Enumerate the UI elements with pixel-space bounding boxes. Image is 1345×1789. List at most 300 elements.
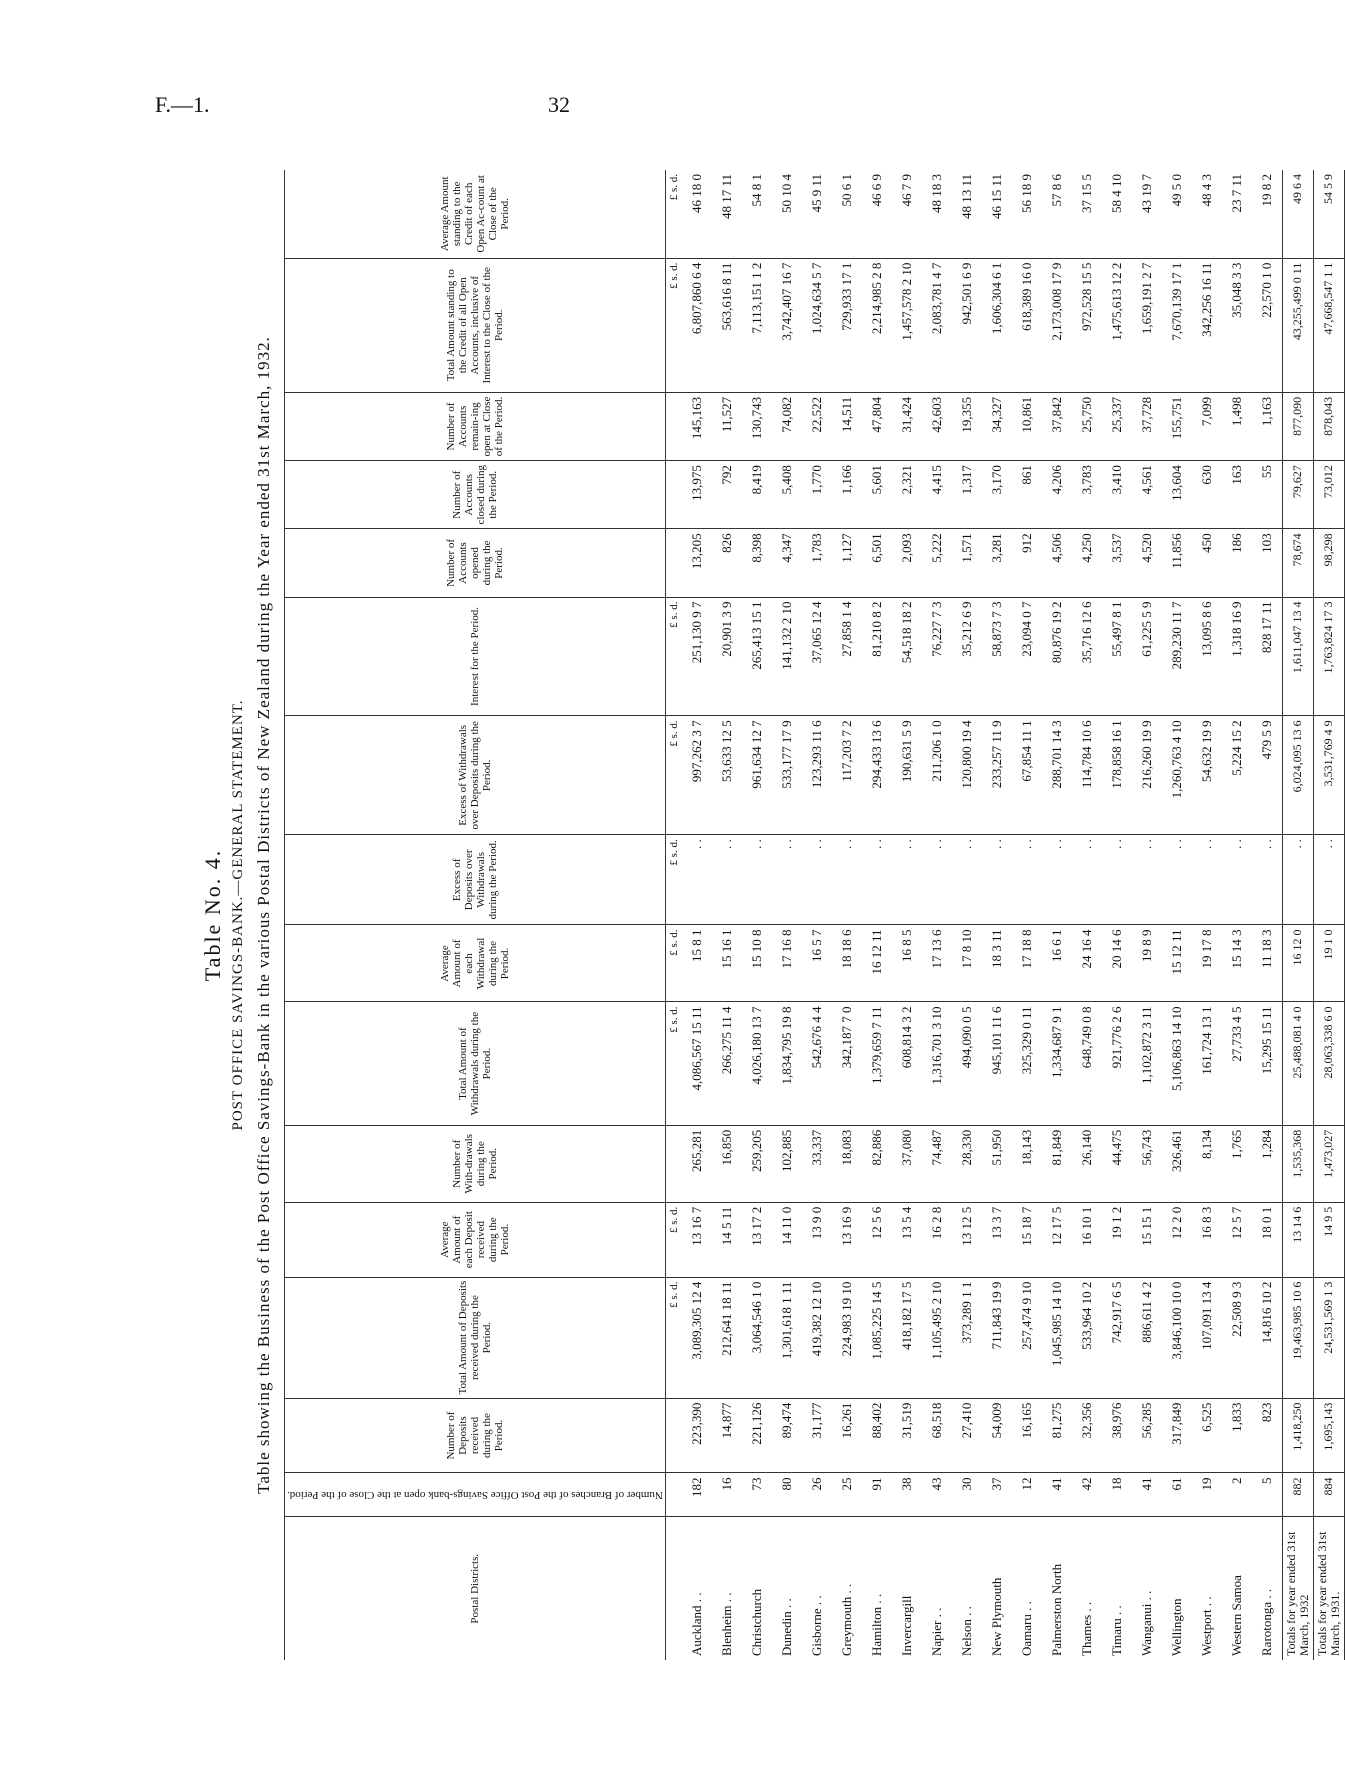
value-cell: 141,132 2 10 [772,597,802,716]
value-cell: 342,187 7 0 [832,1002,862,1125]
unit-cell: £ s. d. [665,925,682,1002]
column-header: Average Amount of each Withdrawal during the Period. [285,925,666,1002]
unit-cell [665,1473,682,1517]
value-cell: 212,641 18 11 [712,1277,742,1398]
value-cell: 16 8 5 [892,925,922,1002]
value-cell: 44,475 [1102,1125,1132,1202]
unit-cell: £ s. d. [665,1202,682,1277]
value-cell: 3,846,100 10 0 [1162,1277,1192,1398]
value-cell: . . [1282,835,1313,925]
value-cell: 37,080 [892,1125,922,1202]
value-cell: 42 [1072,1473,1102,1517]
value-cell: 2,173,008 17 9 [1042,258,1072,392]
unit-cell [665,529,682,597]
unit-cell: £ s. d. [667,174,680,201]
value-cell: 145,163 [682,392,712,460]
page-number: 32 [548,92,570,117]
value-cell: . . [982,835,1012,925]
value-cell: 61 [1162,1473,1192,1517]
value-cell: 161,724 13 1 [1192,1002,1222,1125]
value-cell: . . [1313,835,1344,925]
totals-row [1313,170,1344,1660]
value-cell: 6,807,860 6 4 [682,258,712,392]
value-cell: . . [1162,835,1192,925]
value-cell: 74,082 [772,392,802,460]
value-cell: 6,501 [862,529,892,597]
value-cell: 37,065 12 4 [802,597,832,716]
value-cell: 35,048 3 3 [1222,258,1252,392]
value-cell: 7,670,139 17 1 [1162,258,1192,392]
value-cell: 294,433 13 6 [862,716,892,835]
table-row [922,170,952,1660]
value-cell: 25,337 [1102,392,1132,460]
value-cell: 38 [892,1473,922,1517]
value-cell: 54 5 9 [1313,170,1344,258]
value-cell: 22,522 [802,392,832,460]
value-cell: 13 12 5 [952,1202,982,1277]
value-cell: 18 0 1 [1252,1202,1283,1277]
value-cell: 7,099 [1192,392,1222,460]
district-cell: Gisborne . . [802,1517,832,1660]
value-cell: 4,086,567 15 11 [682,1002,712,1125]
value-cell: 37 [982,1473,1012,1517]
value-cell: 216,260 19 9 [1132,716,1162,835]
value-cell: . . [802,835,832,925]
value-cell: 58 4 10 [1108,174,1124,213]
value-cell: 1,301,618 1 11 [772,1277,802,1398]
value-cell: 792 [712,461,742,529]
value-cell: 266,275 11 4 [712,1002,742,1125]
value-cell: 4,347 [772,529,802,597]
value-cell: 2,321 [892,461,922,529]
value-cell: . . [1252,835,1283,925]
value-cell: 54 8 1 [748,174,764,207]
district-cell: Auckland . . [682,1517,712,1660]
value-cell: 3,281 [982,529,1012,597]
value-cell: 17 13 6 [922,925,952,1002]
value-cell: 24,531,569 1 3 [1313,1277,1344,1398]
value-cell: 107,091 13 4 [1192,1277,1222,1398]
value-cell: 45 9 11 [808,174,824,213]
value-cell: 18,083 [832,1125,862,1202]
value-cell: 877,090 [1282,392,1313,460]
value-cell: 14,511 [832,392,862,460]
district-cell: Totals for year ended 31st March, 1932 [1282,1517,1313,1660]
table-subtitle: POST OFFICE SAVINGS-BANK.—GENERAL STATEMENT. [230,699,246,1131]
value-cell: 43 [922,1473,952,1517]
value-cell: 178,858 16 1 [1102,716,1132,835]
value-cell: 5,601 [862,461,892,529]
table-row [1042,170,1072,1660]
district-cell: Palmerston North [1042,1517,1072,1660]
value-cell: 17 16 8 [772,925,802,1002]
district-cell: Christchurch [742,1517,772,1660]
unit-row [665,170,682,1660]
value-cell: 55 [1252,461,1283,529]
value-cell: 30 [952,1473,982,1517]
value-cell: 61,225 5 9 [1132,597,1162,716]
value-cell: 317,849 [1162,1398,1192,1473]
value-cell: 828 17 11 [1252,597,1283,716]
value-cell: 1,659,191 2 7 [1132,258,1162,392]
district-cell: Thames . . [1072,1517,1102,1660]
value-cell: 88,402 [862,1398,892,1473]
table-number: Table No. 4. [200,848,225,982]
table-row [832,170,862,1660]
table-row [1222,170,1252,1660]
column-header: Number of Accounts opened during the Period. [285,529,666,597]
value-cell: . . [832,835,862,925]
value-cell: 46 18 0 [688,174,704,213]
value-cell: 57 8 6 [1048,174,1064,207]
value-cell: 494,090 0 5 [952,1002,982,1125]
value-cell: 861 [1012,461,1042,529]
value-cell: 3,089,305 12 4 [682,1277,712,1398]
value-cell: 28,063,338 6 0 [1313,1002,1344,1125]
table-row [1192,170,1222,1660]
district-cell: Totals for year ended 31st March, 1931. [1313,1517,1344,1660]
value-cell: . . [712,835,742,925]
value-cell: 4,026,180 13 7 [742,1002,772,1125]
value-cell: 711,843 19 9 [982,1277,1012,1398]
value-cell: 259,205 [742,1125,772,1202]
value-cell: 16 12 0 [1282,925,1313,1002]
value-cell: 5 [1252,1473,1283,1517]
value-cell: 102,885 [772,1125,802,1202]
value-cell: 27,733 4 5 [1222,1002,1252,1125]
value-cell: 82,886 [862,1125,892,1202]
value-cell: 91 [862,1473,892,1517]
value-cell: 630 [1192,461,1222,529]
value-cell: 10,861 [1012,392,1042,460]
value-cell: 972,528 15 5 [1072,258,1102,392]
value-cell: 19,355 [952,392,982,460]
value-cell: 54,009 [982,1398,1012,1473]
value-cell: 224,983 19 10 [832,1277,862,1398]
value-cell: 6,525 [1192,1398,1222,1473]
value-cell: . . [892,835,922,925]
value-cell: 48 13 11 [958,174,974,220]
column-header: Number of Accounts remain-ing open at Close of the Period. [285,392,666,460]
titles [200,170,284,1660]
value-cell: 221,126 [742,1398,772,1473]
value-cell: . . [1132,835,1162,925]
value-cell: 1,475,613 12 2 [1102,258,1132,392]
value-cell: 35,716 12 6 [1072,597,1102,716]
value-cell: 6,024,095 13 6 [1282,716,1313,835]
value-cell: 54,632 19 9 [1192,716,1222,835]
district-cell: Nelson . . [952,1517,982,1660]
table-row [982,170,1012,1660]
value-cell: 53,633 12 5 [712,716,742,835]
value-cell: 19 1 2 [1102,1202,1132,1277]
value-cell: 7,113,151 1 2 [742,258,772,392]
value-cell: 326,461 [1162,1125,1192,1202]
value-cell: 74,487 [922,1125,952,1202]
value-cell: 1,498 [1222,392,1252,460]
value-cell: 13 9 0 [802,1202,832,1277]
value-cell: 450 [1192,529,1222,597]
value-cell: 886,611 4 2 [1132,1277,1162,1398]
value-cell: 11,856 [1162,529,1192,597]
value-cell: 1,833 [1222,1398,1252,1473]
value-cell: 89,474 [772,1398,802,1473]
value-cell: 618,389 16 0 [1012,258,1042,392]
value-cell: 1,024,634 5 7 [802,258,832,392]
value-cell: 33,337 [802,1125,832,1202]
value-cell: 742,917 6 5 [1102,1277,1132,1398]
value-cell: 190,631 5 9 [892,716,922,835]
value-cell: 24 16 4 [1072,925,1102,1002]
value-cell: 186 [1222,529,1252,597]
value-cell: 50 6 1 [838,174,854,207]
value-cell: 43 19 7 [1138,174,1154,213]
totals-row [1282,170,1313,1660]
unit-cell: £ s. d. [665,1277,682,1398]
value-cell: 41 [1042,1473,1072,1517]
value-cell: 13 17 2 [742,1202,772,1277]
value-cell: 78,674 [1282,529,1313,597]
value-cell: 35,212 6 9 [952,597,982,716]
table-row [802,170,832,1660]
value-cell: 542,676 4 4 [802,1002,832,1125]
value-cell: 4,520 [1132,529,1162,597]
value-cell: 13 16 7 [682,1202,712,1277]
value-cell: 16 12 11 [862,925,892,1002]
value-cell: 42,603 [922,392,952,460]
value-cell: 17 8 10 [952,925,982,1002]
table-row [772,170,802,1660]
district-cell: Wellington [1162,1517,1192,1660]
value-cell: 2 [1222,1473,1252,1517]
unit-cell [665,392,682,460]
value-cell: 38,976 [1102,1398,1132,1473]
value-cell: 31,424 [892,392,922,460]
value-cell: 155,751 [1162,392,1192,460]
unit-cell: £ s. d. [665,597,682,716]
column-header: Total Amount of Withdrawals during the Period. [285,1002,666,1125]
value-cell: 55,497 8 1 [1102,597,1132,716]
value-cell: 223,390 [682,1398,712,1473]
district-cell: Oamaru . . [1012,1517,1042,1660]
value-cell: 12 17 5 [1042,1202,1072,1277]
value-cell: 8,134 [1192,1125,1222,1202]
value-cell: 257,474 9 10 [1012,1277,1042,1398]
value-cell: . . [952,835,982,925]
value-cell: 81,275 [1042,1398,1072,1473]
value-cell: 19 8 2 [1258,174,1274,207]
value-cell: 479 5 9 [1252,716,1283,835]
unit-cell [665,1398,682,1473]
value-cell: 1,102,872 3 11 [1132,1002,1162,1125]
value-cell: 15 16 1 [712,925,742,1002]
value-cell: 419,382 12 10 [802,1277,832,1398]
value-cell: 48 17 11 [718,174,734,220]
district-cell: Dunedin . . [772,1517,802,1660]
value-cell: 79,627 [1282,461,1313,529]
value-cell: 19 17 8 [1192,925,1222,1002]
value-cell: . . [772,835,802,925]
value-cell: 4,561 [1132,461,1162,529]
value-cell: 32,356 [1072,1398,1102,1473]
value-cell: 4,415 [922,461,952,529]
value-cell: 11,527 [712,392,742,460]
value-cell: 1,418,250 [1282,1398,1313,1473]
table-row [862,170,892,1660]
rotated-table-block [200,170,1342,1660]
value-cell: 13 3 7 [982,1202,1012,1277]
unit-cell [665,1517,682,1660]
value-cell: 251,130 9 7 [682,597,712,716]
value-cell: 19 8 9 [1132,925,1162,1002]
value-cell: 163 [1222,461,1252,529]
table-row [892,170,922,1660]
value-cell: 14,877 [712,1398,742,1473]
value-cell: 3,783 [1072,461,1102,529]
district-cell: Napier . . [922,1517,952,1660]
value-cell: 3,531,769 4 9 [1313,716,1344,835]
district-cell: Greymouth . . [832,1517,862,1660]
value-cell: 233,257 11 9 [982,716,1012,835]
value-cell: 28,330 [952,1125,982,1202]
value-cell: 1,457,578 2 10 [892,258,922,392]
value-cell: 3,170 [982,461,1012,529]
value-cell: 418,182 17 5 [892,1277,922,1398]
value-cell: 13 5 4 [892,1202,922,1277]
district-cell: Blenheim . . [712,1517,742,1660]
header-row [285,170,666,1660]
value-cell: 37,728 [1132,392,1162,460]
value-cell: 288,701 14 3 [1042,716,1072,835]
value-cell: . . [1192,835,1222,925]
table-row [712,170,742,1660]
value-cell: 1,334,687 9 1 [1042,1002,1072,1125]
district-cell: Timaru . . [1102,1517,1132,1660]
value-cell: 823 [1252,1398,1283,1473]
value-cell: 15 15 1 [1132,1202,1162,1277]
value-cell: 12 2 0 [1162,1202,1192,1277]
value-cell: 4,506 [1042,529,1072,597]
value-cell: 56,285 [1132,1398,1162,1473]
district-cell: Rarotonga . . [1252,1517,1283,1660]
value-cell: 16 6 1 [1042,925,1072,1002]
value-cell: 1,105,495 2 10 [922,1277,952,1398]
value-cell: 563,616 8 11 [712,258,742,392]
value-cell: 37 15 5 [1078,174,1094,213]
column-header: Number of Deposits received during the Period. [285,1398,666,1473]
value-cell: 15 14 3 [1222,925,1252,1002]
value-cell: 8,398 [742,529,772,597]
value-cell: 14 9 5 [1313,1202,1344,1277]
value-cell: 23,094 0 7 [1012,597,1042,716]
value-cell: . . [682,835,712,925]
value-cell: 921,776 2 6 [1102,1002,1132,1125]
value-cell: 48 4 3 [1198,174,1214,207]
value-cell: 15 8 1 [682,925,712,1002]
table-row [1162,170,1192,1660]
value-cell: 13,604 [1162,461,1192,529]
value-cell: 884 [1313,1473,1344,1517]
value-cell: 18 18 6 [832,925,862,1002]
value-cell: . . [862,835,892,925]
value-cell: 4,250 [1072,529,1102,597]
column-header: Total Amount standing to the Credit of all Open Accounts, inclusive of Interest to the Close of the Period. [285,258,666,392]
value-cell: . . [1042,835,1072,925]
value-cell: 19 [1192,1473,1222,1517]
value-cell: 117,203 7 2 [832,716,862,835]
value-cell: 26 [802,1473,832,1517]
value-cell: 41 [1132,1473,1162,1517]
value-cell: 103 [1252,529,1283,597]
value-cell: 49 5 0 [1168,174,1184,207]
value-cell: 8,419 [742,461,772,529]
value-cell: 16 [712,1473,742,1517]
value-cell: 54,518 18 2 [892,597,922,716]
value-cell: 80 [772,1473,802,1517]
value-cell: 46 6 9 [868,174,884,207]
value-cell: 1,783 [802,529,832,597]
value-cell: 3,410 [1102,461,1132,529]
value-cell: 14,816 10 2 [1252,1277,1283,1398]
value-cell: 211,206 1 0 [922,716,952,835]
value-cell: 5,224 15 2 [1222,716,1252,835]
value-cell: 1,473,027 [1313,1125,1344,1202]
value-cell: 2,093 [892,529,922,597]
unit-cell [665,1125,682,1202]
value-cell: 13,205 [682,529,712,597]
value-cell: 56,743 [1132,1125,1162,1202]
value-cell: 1,317 [952,461,982,529]
value-cell: 3,742,407 16 7 [772,258,802,392]
value-cell: 27,858 1 4 [832,597,862,716]
value-cell: 13,975 [682,461,712,529]
value-cell: 123,293 11 6 [802,716,832,835]
value-cell: 16 8 3 [1192,1202,1222,1277]
value-cell: 12 5 7 [1222,1202,1252,1277]
value-cell: 2,214,985 2 8 [862,258,892,392]
value-cell: 648,749 0 8 [1072,1002,1102,1125]
value-cell: 16,165 [1012,1398,1042,1473]
column-header: Postal Districts. [285,1517,666,1660]
value-cell: 5,106,863 14 10 [1162,1002,1192,1125]
district-cell: Wanganui . . [1132,1517,1162,1660]
table-row [1132,170,1162,1660]
value-cell: 1,606,304 6 1 [982,258,1012,392]
value-cell: 5,408 [772,461,802,529]
value-cell: 533,964 10 2 [1072,1277,1102,1398]
value-cell: 81,849 [1042,1125,1072,1202]
unit-cell: £ s. d. [665,258,682,392]
column-header: Total Amount of Deposits received during the Period. [285,1277,666,1398]
table-row [1012,170,1042,1660]
value-cell: 1,163 [1252,392,1283,460]
value-cell: . . [742,835,772,925]
value-cell: 1,765 [1222,1125,1252,1202]
value-cell: 826 [712,529,742,597]
value-cell: 16,261 [832,1398,862,1473]
value-cell: 1,284 [1252,1125,1283,1202]
value-cell: 729,933 17 1 [832,258,862,392]
value-cell: 68,518 [922,1398,952,1473]
value-cell: 13,095 8 6 [1192,597,1222,716]
value-cell: 1,571 [952,529,982,597]
column-header: Interest for the Period. [285,597,666,716]
value-cell: 46 7 9 [898,174,914,207]
value-cell: 961,634 12 7 [742,716,772,835]
value-cell: 46 15 11 [988,174,1004,220]
value-cell: 47,668,547 1 1 [1313,258,1344,392]
value-cell: 43,255,499 0 11 [1282,258,1313,392]
